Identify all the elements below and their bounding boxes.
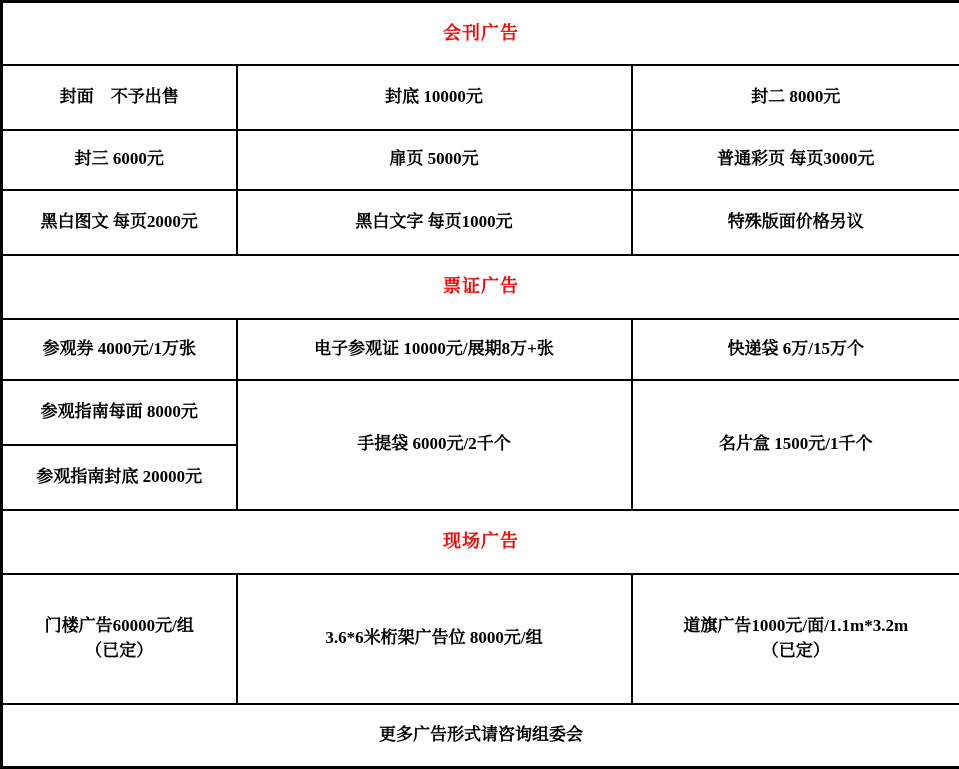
table-row (2, 380, 959, 445)
table-row (2, 130, 959, 190)
cell-color-page: 普通彩页 每页3000元 (632, 130, 959, 190)
cell-road-flag-ad (632, 574, 959, 704)
cell-back-cover: 封底 10000元 (237, 65, 632, 130)
cell-inside-front-cover: 封二 8000元 (632, 65, 959, 130)
cell-special-layout: 特殊版面价格另议 (632, 190, 959, 255)
cell-line: （已定） (9, 639, 230, 664)
footer-note: 更多广告形式请咨询组委会 (2, 704, 959, 768)
cell-line: 道旗广告1000元/面/1.1m*3.2m (639, 614, 954, 639)
cell-title-page: 扉页 5000元 (237, 130, 632, 190)
cell-courier-bag: 快递袋 6万/15万个 (632, 319, 959, 380)
cell-guide-back-cover: 参观指南封底 20000元 (2, 445, 237, 510)
cell-line: （已定） (639, 639, 954, 664)
section-header-row-onsite (2, 510, 959, 574)
cell-gate-ad (2, 574, 237, 704)
table-row (2, 574, 959, 704)
cell-tote-bag: 手提袋 6000元/2千个 (237, 380, 632, 510)
cell-line: 3.6*6米桁架广告位 8000元/组 (244, 626, 625, 651)
cell-card-box: 名片盒 1500元/1千个 (632, 380, 959, 510)
table-row (2, 65, 959, 130)
section-header-row-ticket (2, 255, 959, 319)
cell-line: 门楼广告60000元/组 (9, 614, 230, 639)
cell-visitor-ticket: 参观券 4000元/1万张 (2, 319, 237, 380)
section-header-journal-ads: 会刊广告 (2, 2, 959, 65)
section-header-onsite-ads: 现场广告 (2, 510, 959, 574)
section-header-ticket-ads: 票证广告 (2, 255, 959, 319)
section-header-row-journal (2, 2, 959, 65)
footer-row (2, 704, 959, 768)
table-row (2, 190, 959, 255)
cell-bw-graphic-page: 黑白图文 每页2000元 (2, 190, 237, 255)
table-row (2, 319, 959, 380)
cell-e-badge: 电子参观证 10000元/展期8万+张 (237, 319, 632, 380)
cell-truss-ad (237, 574, 632, 704)
cell-guide-per-page: 参观指南每面 8000元 (2, 380, 237, 445)
cell-inside-back-cover: 封三 6000元 (2, 130, 237, 190)
cell-front-cover: 封面 不予出售 (2, 65, 237, 130)
cell-bw-text-page: 黑白文字 每页1000元 (237, 190, 632, 255)
